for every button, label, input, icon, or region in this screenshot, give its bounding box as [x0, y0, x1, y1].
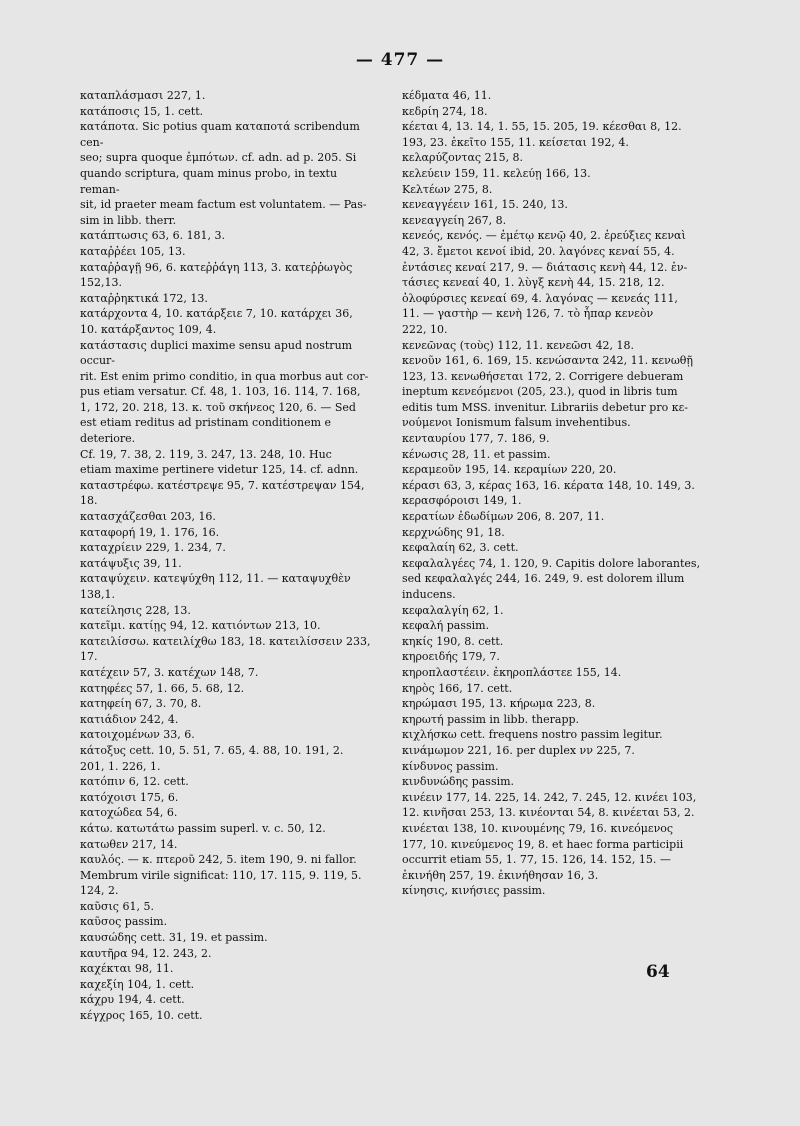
index-line: κατηφέες 57, 1. 66, 5. 68, 12. — [80, 681, 245, 695]
index-line: καυλός. — κ. πτεροῦ 242, 5. item 190, 9. ni fallor. — [80, 853, 357, 867]
index-line: καῦσος passim. — [80, 915, 168, 929]
index-line: κάχρυ 194, 4. cett. — [80, 993, 185, 1007]
index-line: κερασφόροισι 149, 1. — [402, 494, 522, 508]
index-line: κατάρχοντα 4, 10. κατάρξειε 7, 10. κατάρχει 36, — [80, 307, 353, 321]
index-line: κελεύειν 159, 11. κελεύῃ 166, 13. — [402, 166, 591, 180]
index-line: καχεξίη 104, 1. cett. — [80, 977, 195, 991]
index-line: est etiam reditus ad pristinam conditionem e deteriore. — [80, 416, 332, 446]
index-line: κηκίς 190, 8. cett. — [402, 634, 504, 648]
index-line: κατόχοισι 175, 6. — [80, 790, 179, 804]
index-line: 222, 10. — [402, 322, 448, 336]
index-line: κερχνώδης 91, 18. — [402, 525, 505, 539]
index-line: κηροπλαστέειν. ἐκηροπλάστεε 155, 14. — [402, 665, 622, 679]
index-line: sit, id praeter meam factum est voluntatem. — Pas- — [80, 198, 367, 212]
index-line: κατωθεν 217, 14. — [80, 837, 178, 851]
index-line: καῦσις 61, 5. — [80, 899, 154, 913]
index-line: Κελτέων 275, 8. — [402, 182, 493, 196]
index-line: κάτοξυς cett. 10, 5. 51, 7. 65, 4. 88, 10. 191, 2. — [80, 743, 344, 757]
index-line: pus etiam versatur. Cf. 48, 1. 103, 16. 114, 7. 168, — [80, 385, 361, 399]
index-line: καυσώδης cett. 31, 19. et passim. — [80, 931, 268, 945]
index-line: ὀλοφύρσιες κενεαί 69, 4. λαγόνας — κενεάς 111, — [402, 291, 678, 305]
index-line: rit. Est enim primo conditio, in qua morbus aut cor- — [80, 369, 369, 383]
index-line: quando scriptura, quam minus probo, in textu reman- — [80, 166, 338, 196]
index-line: κατάποτα. Sic potius quam καταποτά scribendum cen- — [80, 120, 360, 149]
index-line: 12. κινῆσαι 253, 13. κινέονται 54, 8. κινέεται 53, 2. — [402, 806, 695, 820]
index-line: κατεῖμι. κατίῃς 94, 12. κατιόντων 213, 10. — [80, 619, 321, 633]
index-line: κεφαλαίη 62, 3. cett. — [402, 541, 519, 555]
index-line: κατέχειν 57, 3. κατέχων 148, 7. — [80, 665, 259, 679]
index-line: κηρώμασι 195, 13. κήρωμα 223, 8. — [402, 697, 596, 711]
index-line: κινάμωμον 221, 16. per duplex νν 225, 7. — [402, 743, 635, 757]
index-line: κατάστασις duplici maxime sensu apud nostrum occur- — [80, 338, 353, 368]
index-line: κέδματα 46, 11. — [402, 89, 492, 102]
left-column — [80, 88, 380, 1024]
index-line: κατάπτωσις 63, 6. 181, 3. — [80, 229, 226, 243]
index-line: κίνδυνος passim. — [402, 759, 499, 773]
index-line: κηροειδής 179, 7. — [402, 650, 500, 664]
index-line: κατοιχομένων 33, 6. — [80, 728, 195, 742]
index-line: κέρασι 63, 3, κέρας 163, 16. κέρατα 148, 10. 149, 3. — [402, 478, 695, 492]
index-line: κεραμεοῦν 195, 14. κεραμίων 220, 20. — [402, 463, 617, 477]
index-line: καχέκται 98, 11. — [80, 962, 174, 976]
index-line: 201, 1. 226, 1. — [80, 759, 161, 773]
index-line: 177, 10. κινεύμενος 19, 8. et haec forma participii — [402, 837, 684, 851]
index-line: inducens. — [402, 588, 456, 601]
index-line: κένωσις 28, 11. et passim. — [402, 447, 551, 461]
index-line: καταψύχειν. κατεψύχθη 112, 11. — καταψυχθὲν 138,1. — [80, 572, 351, 601]
index-line: κενοῦν 161, 6. 169, 15. κενώσαντα 242, 11. κενωθῇ — [402, 354, 694, 368]
index-line: 193, 23. ἐκεῖτο 155, 11. κείσεται 192, 4. — [402, 135, 629, 149]
index-line: καταφορή 19, 1. 176, 16. — [80, 525, 220, 539]
index-line: κεδρίη 274, 18. — [402, 104, 488, 118]
index-line: ἐκινήθη 257, 19. ἐκινήθησαν 16, 3. — [402, 868, 599, 882]
index-line: κελαρύζοντας 215, 8. — [402, 151, 524, 165]
index-line: κεφαλή passim. — [402, 619, 490, 633]
index-line: κενεαγγέειν 161, 15. 240, 13. — [402, 198, 568, 212]
index-line: etiam maxime pertinere videtur 125, 14. cf. adnn. — [80, 463, 359, 477]
index-line: κεφαλαλγίη 62, 1. — [402, 603, 504, 617]
index-line: editis tum MSS. invenitur. Librariis debetur pro κε- — [402, 400, 688, 414]
signature-mark: 64 — [646, 962, 670, 982]
index-line: ineptum κενεόμενοι (205, 23.), quod in libris tum — [402, 385, 678, 399]
index-line: κιχλήσκω cett. frequens nostro passim legitur. — [402, 728, 663, 742]
index-line: seo; supra quoque ἐμπότων. cf. adn. ad p. 205. Si — [80, 151, 357, 165]
index-line: κινέειν 177, 14. 225, 14. 242, 7. 245, 12. κινέει 103, — [402, 790, 697, 804]
index-line: Membrum virile significat: 110, 17. 115, 9. 119, 5. — [80, 868, 362, 882]
index-line: καταῤῥέει 105, 13. — [80, 244, 186, 258]
index-line: κατάποσις 15, 1. cett. — [80, 104, 204, 118]
index-line: καταχρίειν 229, 1. 234, 7. — [80, 541, 226, 555]
index-line: κενεῶνας (τοὺς) 112, 11. κενεῶσι 42, 18. — [402, 338, 635, 352]
index-line: κατόπιν 6, 12. cett. — [80, 775, 189, 789]
index-line: κατείλησις 228, 13. — [80, 603, 191, 617]
index-line: κενταυρίου 177, 7. 186, 9. — [402, 432, 550, 446]
index-line: κέεται 4, 13. 14, 1. 55, 15. 205, 19. κέεσθαι 8, 12. — [402, 120, 682, 134]
index-line: καταῤῥηκτικά 172, 13. — [80, 291, 208, 305]
index-line: κενεός, κενός. — ἐμέτῳ κενῷ 40, 2. ἐρεύξιες κεναὶ — [402, 229, 686, 243]
index-line: 10. κατάρξαντος 109, 4. — [80, 322, 217, 336]
index-line: κατασχάζεσθαι 203, 16. — [80, 510, 216, 524]
index-line: 11. — γαστὴρ — κενὴ 126, 7. τὸ ἧπαρ κενεὸν — [402, 307, 654, 321]
index-line: κίνησις, κινήσιες passim. — [402, 884, 546, 898]
index-line: κενεαγγείη 267, 8. — [402, 213, 507, 227]
index-line: κατειλίσσω. κατειλίχθω 183, 18. κατειλίσσειν 233, 17. — [80, 634, 371, 664]
index-line: 123, 13. κενωθήσεται 172, 2. Corrigere debueram — [402, 369, 684, 383]
index-line: 124, 2. — [80, 884, 119, 898]
index-line: κινδυνώδης passim. — [402, 775, 515, 789]
index-line: κινέεται 138, 10. κινουμένης 79, 16. κινεόμενος — [402, 821, 674, 835]
index-line: sim in libb. therr. — [80, 213, 177, 227]
index-line: καυτῆρα 94, 12. 243, 2. — [80, 946, 212, 960]
index-line: νούμενοι Ionismum falsum invehentibus. — [402, 416, 631, 430]
index-line: κέγχρος 165, 10. cett. — [80, 1009, 203, 1023]
index-line: sed κεφαλαλγές 244, 16. 249, 9. est dolorem illum — [402, 572, 685, 586]
right-column — [402, 88, 706, 899]
index-line: 42, 3. ἔμετοι κενοί ibid, 20. λαγόνες κεναί 55, 4. — [402, 244, 675, 258]
index-line: κηρωτή passim in libb. therapp. — [402, 712, 580, 726]
index-line: Cf. 19, 7. 38, 2. 119, 3. 247, 13. 248, 10. Huc — [80, 447, 332, 461]
page-number: — 477 — — [355, 50, 445, 70]
index-line: καταστρέφω. κατέστρεψε 95, 7. κατέστρεψαν 154, 18. — [80, 478, 365, 508]
index-line: κατιάδιον 242, 4. — [80, 712, 179, 726]
index-line: καταπλάσμασι 227, 1. — [80, 89, 206, 102]
index-line: ἐντάσιες κεναί 217, 9. — διάτασις κενὴ 44, 12. ἐν- — [402, 260, 688, 274]
index-line: κατάψυξις 39, 11. — [80, 556, 182, 570]
index-line: τάσιες κενεαί 40, 1. λὺγξ κενὴ 44, 15. 218, 12. — [402, 276, 665, 290]
index-line: κατοχώδεα 54, 6. — [80, 806, 178, 820]
index-line: κεφαλαλγέες 74, 1. 120, 9. Capitis dolore laborantes, — [402, 556, 701, 570]
index-line: καταῤῥαγῇ 96, 6. κατεῤῥάγη 113, 3. κατεῤῥωγὸς 152,13. — [80, 260, 353, 290]
index-line: κάτω. κατωτάτω passim superl. v. c. 50, 12. — [80, 821, 326, 835]
index-line: κερατίων ἐδωδίμων 206, 8. 207, 11. — [402, 510, 605, 524]
index-line: κατηφείη 67, 3. 70, 8. — [80, 697, 202, 711]
index-line: κηρὸς 166, 17. cett. — [402, 681, 513, 695]
index-line: 1, 172, 20. 218, 13. κ. τοῦ σκήνεος 120, 6. — Sed — [80, 400, 356, 414]
index-line: occurrit etiam 55, 1. 77, 15. 126, 14. 152, 15. — — [402, 853, 671, 867]
